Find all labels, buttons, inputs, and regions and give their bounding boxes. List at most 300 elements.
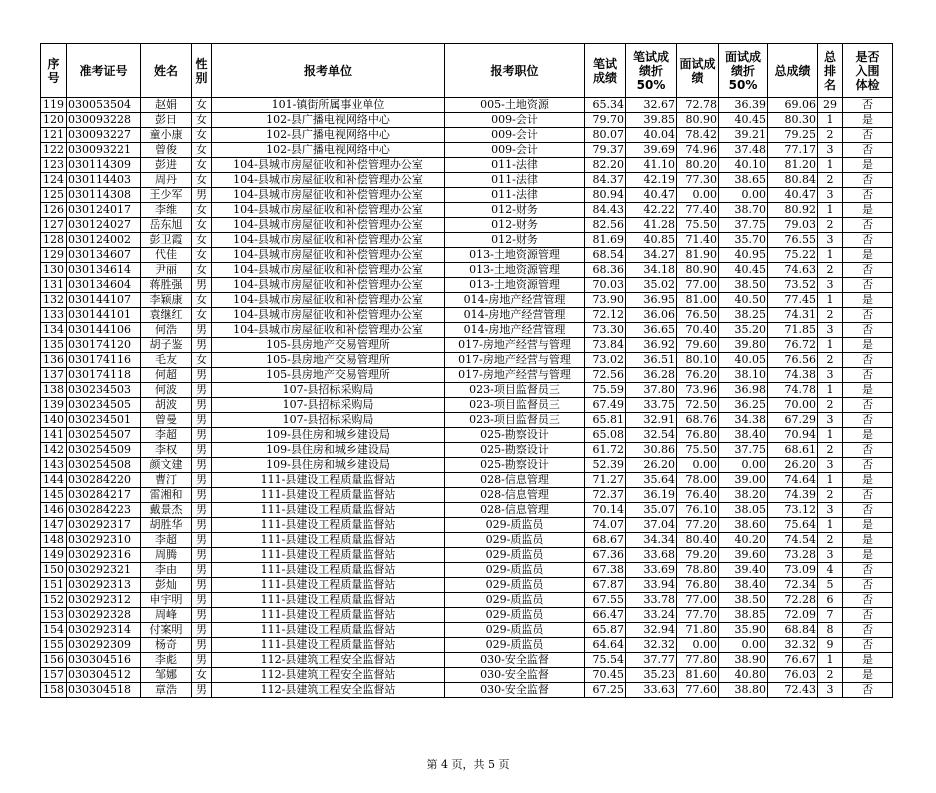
cell-shortlisted: 否 — [843, 278, 893, 293]
cell-rank: 1 — [818, 158, 843, 173]
cell-written-50: 40.47 — [626, 188, 677, 203]
cell-interview-50: 38.50 — [719, 278, 768, 293]
cell-gender: 女 — [192, 668, 212, 683]
cell-total-score: 73.09 — [768, 563, 818, 578]
cell-unit: 109-县住房和城乡建设局 — [212, 458, 445, 473]
cell-rank: 2 — [818, 668, 843, 683]
cell-interview-50: 38.65 — [719, 173, 768, 188]
cell-rank: 1 — [818, 473, 843, 488]
cell-index: 157 — [41, 668, 67, 683]
cell-position: 025-勘察设计 — [445, 458, 585, 473]
cell-position: 023-项目监督员三 — [445, 413, 585, 428]
cell-written-50: 33.75 — [626, 398, 677, 413]
cell-index: 140 — [41, 413, 67, 428]
cell-name: 赵娟 — [141, 98, 192, 113]
table-row — [41, 293, 893, 308]
cell-rank: 3 — [818, 503, 843, 518]
cell-written-score: 81.69 — [585, 233, 626, 248]
header-rank: 总 排 名 — [818, 44, 843, 98]
cell-written-score: 72.37 — [585, 488, 626, 503]
cell-written-50: 35.02 — [626, 278, 677, 293]
cell-unit: 109-县住房和城乡建设局 — [212, 443, 445, 458]
cell-written-50: 32.91 — [626, 413, 677, 428]
cell-written-50: 32.94 — [626, 623, 677, 638]
cell-unit: 104-县城市房屋征收和补偿管理办公室 — [212, 173, 445, 188]
table-row — [41, 398, 893, 413]
cell-gender: 女 — [192, 143, 212, 158]
cell-interview-50: 38.20 — [719, 488, 768, 503]
cell-name: 戴景杰 — [141, 503, 192, 518]
cell-interview-score: 0.00 — [677, 458, 719, 473]
cell-interview-50: 38.10 — [719, 368, 768, 383]
cell-written-50: 36.19 — [626, 488, 677, 503]
cell-written-score: 73.02 — [585, 353, 626, 368]
cell-position: 013-土地资源管理 — [445, 278, 585, 293]
cell-gender: 女 — [192, 158, 212, 173]
cell-name: 岳东旭 — [141, 218, 192, 233]
cell-index: 119 — [41, 98, 67, 113]
cell-shortlisted: 否 — [843, 398, 893, 413]
table-row — [41, 323, 893, 338]
cell-interview-score: 78.42 — [677, 128, 719, 143]
table-row — [41, 623, 893, 638]
cell-total-score: 40.47 — [768, 188, 818, 203]
cell-exam-id: 030144106 — [67, 323, 141, 338]
cell-written-score: 67.36 — [585, 548, 626, 563]
cell-unit: 105-县房地产交易管理所 — [212, 353, 445, 368]
cell-name: 曾曼 — [141, 413, 192, 428]
cell-exam-id: 030292328 — [67, 608, 141, 623]
cell-total-score: 69.06 — [768, 98, 818, 113]
cell-shortlisted: 否 — [843, 263, 893, 278]
cell-position: 017-房地产经营与管理 — [445, 338, 585, 353]
cell-interview-50: 38.40 — [719, 428, 768, 443]
cell-exam-id: 030292312 — [67, 593, 141, 608]
table-row — [41, 368, 893, 383]
cell-gender: 女 — [192, 308, 212, 323]
cell-index: 150 — [41, 563, 67, 578]
table-row — [41, 113, 893, 128]
cell-written-score: 52.39 — [585, 458, 626, 473]
cell-position: 025-勘察设计 — [445, 428, 585, 443]
table-row — [41, 548, 893, 563]
cell-name: 周腾 — [141, 548, 192, 563]
cell-total-score: 80.84 — [768, 173, 818, 188]
table-row — [41, 638, 893, 653]
cell-written-score: 72.56 — [585, 368, 626, 383]
cell-unit: 111-县建设工程质量监督站 — [212, 578, 445, 593]
cell-total-score: 71.85 — [768, 323, 818, 338]
cell-total-score: 72.09 — [768, 608, 818, 623]
cell-interview-50: 40.80 — [719, 668, 768, 683]
table-row — [41, 578, 893, 593]
cell-unit: 107-县招标采购局 — [212, 398, 445, 413]
cell-written-50: 33.24 — [626, 608, 677, 623]
cell-shortlisted: 是 — [843, 668, 893, 683]
cell-index: 131 — [41, 278, 67, 293]
cell-index: 133 — [41, 308, 67, 323]
cell-shortlisted: 是 — [843, 293, 893, 308]
cell-rank: 1 — [818, 248, 843, 263]
cell-total-score: 75.22 — [768, 248, 818, 263]
cell-written-score: 73.84 — [585, 338, 626, 353]
cell-written-50: 33.68 — [626, 548, 677, 563]
cell-position: 013-土地资源管理 — [445, 248, 585, 263]
table-row — [41, 563, 893, 578]
table-row — [41, 128, 893, 143]
cell-gender: 男 — [192, 638, 212, 653]
cell-exam-id: 030134607 — [67, 248, 141, 263]
cell-written-score: 79.70 — [585, 113, 626, 128]
cell-rank: 9 — [818, 638, 843, 653]
cell-unit: 112-县建筑工程安全监督站 — [212, 668, 445, 683]
cell-name: 李维 — [141, 203, 192, 218]
cell-gender: 女 — [192, 248, 212, 263]
cell-interview-score: 79.20 — [677, 548, 719, 563]
cell-position: 030-安全监督 — [445, 668, 585, 683]
cell-shortlisted: 否 — [843, 128, 893, 143]
cell-index: 136 — [41, 353, 67, 368]
cell-position: 012-财务 — [445, 218, 585, 233]
cell-written-score: 67.87 — [585, 578, 626, 593]
cell-written-score: 70.03 — [585, 278, 626, 293]
cell-interview-score: 80.20 — [677, 158, 719, 173]
cell-shortlisted: 否 — [843, 443, 893, 458]
cell-interview-score: 77.40 — [677, 203, 719, 218]
cell-position: 011-法律 — [445, 158, 585, 173]
cell-total-score: 32.32 — [768, 638, 818, 653]
cell-exam-id: 030234505 — [67, 398, 141, 413]
cell-total-score: 70.94 — [768, 428, 818, 443]
cell-written-score: 67.38 — [585, 563, 626, 578]
cell-interview-50: 40.50 — [719, 293, 768, 308]
cell-shortlisted: 是 — [843, 653, 893, 668]
cell-interview-50: 0.00 — [719, 638, 768, 653]
cell-rank: 7 — [818, 608, 843, 623]
cell-interview-50: 0.00 — [719, 188, 768, 203]
cell-written-50: 36.28 — [626, 368, 677, 383]
cell-interview-score: 77.70 — [677, 608, 719, 623]
cell-interview-50: 38.05 — [719, 503, 768, 518]
cell-gender: 男 — [192, 533, 212, 548]
table-row — [41, 653, 893, 668]
cell-index: 149 — [41, 548, 67, 563]
cell-gender: 女 — [192, 128, 212, 143]
cell-gender: 男 — [192, 188, 212, 203]
header-interview-50: 面试成 绩折 50% — [719, 44, 768, 98]
cell-index: 128 — [41, 233, 67, 248]
cell-written-score: 73.30 — [585, 323, 626, 338]
cell-written-score: 84.43 — [585, 203, 626, 218]
cell-unit: 109-县住房和城乡建设局 — [212, 428, 445, 443]
cell-interview-50: 38.70 — [719, 203, 768, 218]
cell-total-score: 77.17 — [768, 143, 818, 158]
cell-position: 028-信息管理 — [445, 473, 585, 488]
cell-interview-50: 40.45 — [719, 263, 768, 278]
cell-gender: 男 — [192, 608, 212, 623]
cell-rank: 6 — [818, 593, 843, 608]
cell-total-score: 74.38 — [768, 368, 818, 383]
table-row — [41, 608, 893, 623]
cell-shortlisted: 否 — [843, 623, 893, 638]
cell-unit: 111-县建设工程质量监督站 — [212, 533, 445, 548]
cell-index: 145 — [41, 488, 67, 503]
cell-exam-id: 030134614 — [67, 263, 141, 278]
cell-rank: 2 — [818, 308, 843, 323]
cell-exam-id: 030124017 — [67, 203, 141, 218]
cell-position: 030-安全监督 — [445, 653, 585, 668]
cell-exam-id: 030114403 — [67, 173, 141, 188]
cell-shortlisted: 否 — [843, 233, 893, 248]
cell-rank: 2 — [818, 128, 843, 143]
cell-gender: 女 — [192, 173, 212, 188]
cell-unit: 111-县建设工程质量监督站 — [212, 623, 445, 638]
cell-gender: 男 — [192, 368, 212, 383]
cell-exam-id: 030284223 — [67, 503, 141, 518]
table-row — [41, 308, 893, 323]
table-row — [41, 683, 893, 698]
cell-interview-score: 68.76 — [677, 413, 719, 428]
cell-index: 143 — [41, 458, 67, 473]
cell-position: 013-土地资源管理 — [445, 263, 585, 278]
cell-rank: 4 — [818, 563, 843, 578]
cell-name: 王少军 — [141, 188, 192, 203]
cell-shortlisted: 是 — [843, 548, 893, 563]
cell-unit: 104-县城市房屋征收和补偿管理办公室 — [212, 293, 445, 308]
cell-interview-50: 0.00 — [719, 458, 768, 473]
cell-interview-score: 76.80 — [677, 428, 719, 443]
cell-shortlisted: 否 — [843, 218, 893, 233]
cell-position: 029-质监员 — [445, 518, 585, 533]
cell-interview-50: 37.75 — [719, 218, 768, 233]
cell-unit: 111-县建设工程质量监督站 — [212, 608, 445, 623]
cell-name: 彭日 — [141, 113, 192, 128]
cell-total-score: 26.20 — [768, 458, 818, 473]
cell-unit: 104-县城市房屋征收和补偿管理办公室 — [212, 233, 445, 248]
cell-exam-id: 030254508 — [67, 458, 141, 473]
cell-unit: 102-县广播电视网络中心 — [212, 128, 445, 143]
cell-position: 014-房地产经营管理 — [445, 293, 585, 308]
cell-position: 014-房地产经营管理 — [445, 323, 585, 338]
cell-position: 017-房地产经营与管理 — [445, 368, 585, 383]
table-row — [41, 203, 893, 218]
cell-rank: 1 — [818, 653, 843, 668]
cell-interview-50: 36.98 — [719, 383, 768, 398]
cell-total-score: 72.34 — [768, 578, 818, 593]
cell-index: 126 — [41, 203, 67, 218]
cell-written-50: 42.19 — [626, 173, 677, 188]
table-row — [41, 278, 893, 293]
cell-interview-50: 38.50 — [719, 593, 768, 608]
cell-unit: 104-县城市房屋征收和补偿管理办公室 — [212, 308, 445, 323]
cell-interview-score: 80.40 — [677, 533, 719, 548]
cell-position: 014-房地产经营管理 — [445, 308, 585, 323]
cell-interview-50: 38.40 — [719, 578, 768, 593]
cell-position: 012-财务 — [445, 203, 585, 218]
cell-shortlisted: 否 — [843, 188, 893, 203]
cell-total-score: 75.64 — [768, 518, 818, 533]
cell-written-score: 80.94 — [585, 188, 626, 203]
cell-index: 124 — [41, 173, 67, 188]
cell-shortlisted: 否 — [843, 608, 893, 623]
cell-total-score: 80.92 — [768, 203, 818, 218]
table-row — [41, 143, 893, 158]
cell-interview-score: 77.00 — [677, 278, 719, 293]
cell-written-score: 74.07 — [585, 518, 626, 533]
cell-total-score: 77.45 — [768, 293, 818, 308]
cell-written-score: 70.14 — [585, 503, 626, 518]
cell-shortlisted: 否 — [843, 173, 893, 188]
cell-rank: 1 — [818, 338, 843, 353]
cell-unit: 102-县广播电视网络中心 — [212, 113, 445, 128]
cell-index: 146 — [41, 503, 67, 518]
cell-unit: 111-县建设工程质量监督站 — [212, 503, 445, 518]
cell-exam-id: 030124027 — [67, 218, 141, 233]
cell-interview-50: 39.40 — [719, 563, 768, 578]
cell-written-50: 36.51 — [626, 353, 677, 368]
cell-written-score: 71.27 — [585, 473, 626, 488]
table-row — [41, 428, 893, 443]
cell-gender: 男 — [192, 503, 212, 518]
cell-written-score: 64.64 — [585, 638, 626, 653]
cell-index: 129 — [41, 248, 67, 263]
cell-total-score: 74.78 — [768, 383, 818, 398]
cell-unit: 104-县城市房屋征收和补偿管理办公室 — [212, 188, 445, 203]
cell-name: 童小康 — [141, 128, 192, 143]
cell-interview-score: 77.60 — [677, 683, 719, 698]
cell-shortlisted: 否 — [843, 593, 893, 608]
cell-total-score: 72.28 — [768, 593, 818, 608]
table-row — [41, 98, 893, 113]
cell-name: 胡子鉴 — [141, 338, 192, 353]
cell-interview-score: 77.30 — [677, 173, 719, 188]
cell-gender: 男 — [192, 383, 212, 398]
cell-written-score: 66.47 — [585, 608, 626, 623]
cell-position: 029-质监员 — [445, 578, 585, 593]
cell-interview-score: 70.40 — [677, 323, 719, 338]
cell-exam-id: 030284220 — [67, 473, 141, 488]
cell-gender: 女 — [192, 293, 212, 308]
cell-interview-score: 72.50 — [677, 398, 719, 413]
header-exam-id: 准考证号 — [67, 44, 141, 98]
cell-gender: 女 — [192, 98, 212, 113]
cell-written-50: 32.54 — [626, 428, 677, 443]
cell-written-50: 37.80 — [626, 383, 677, 398]
cell-written-50: 35.07 — [626, 503, 677, 518]
cell-total-score: 79.03 — [768, 218, 818, 233]
cell-interview-50: 38.60 — [719, 518, 768, 533]
cell-interview-50: 40.10 — [719, 158, 768, 173]
cell-index: 142 — [41, 443, 67, 458]
cell-shortlisted: 否 — [843, 143, 893, 158]
cell-gender: 女 — [192, 203, 212, 218]
cell-position: 009-会计 — [445, 143, 585, 158]
cell-written-50: 35.64 — [626, 473, 677, 488]
cell-written-score: 75.59 — [585, 383, 626, 398]
cell-index: 137 — [41, 368, 67, 383]
table-row — [41, 458, 893, 473]
cell-interview-score: 81.60 — [677, 668, 719, 683]
cell-written-50: 42.22 — [626, 203, 677, 218]
cell-unit: 111-县建设工程质量监督站 — [212, 488, 445, 503]
header-shortlisted: 是否 入围 体检 — [843, 44, 893, 98]
cell-rank: 3 — [818, 143, 843, 158]
cell-shortlisted: 否 — [843, 488, 893, 503]
cell-interview-50: 38.25 — [719, 308, 768, 323]
cell-index: 147 — [41, 518, 67, 533]
cell-gender: 男 — [192, 338, 212, 353]
cell-interview-score: 80.90 — [677, 113, 719, 128]
cell-index: 132 — [41, 293, 67, 308]
cell-rank: 2 — [818, 488, 843, 503]
cell-written-50: 36.06 — [626, 308, 677, 323]
cell-position: 005-土地资源 — [445, 98, 585, 113]
cell-interview-50: 35.70 — [719, 233, 768, 248]
cell-total-score: 79.25 — [768, 128, 818, 143]
cell-interview-score: 81.00 — [677, 293, 719, 308]
header-row — [41, 44, 893, 98]
cell-gender: 男 — [192, 278, 212, 293]
header-total-score: 总成绩 — [768, 44, 818, 98]
cell-name: 周丹 — [141, 173, 192, 188]
cell-total-score: 74.64 — [768, 473, 818, 488]
cell-name: 蒋胜强 — [141, 278, 192, 293]
cell-shortlisted: 是 — [843, 533, 893, 548]
cell-position: 012-财务 — [445, 233, 585, 248]
cell-exam-id: 030174120 — [67, 338, 141, 353]
cell-index: 122 — [41, 143, 67, 158]
cell-unit: 111-县建设工程质量监督站 — [212, 638, 445, 653]
cell-rank: 1 — [818, 203, 843, 218]
cell-gender: 男 — [192, 653, 212, 668]
cell-gender: 男 — [192, 428, 212, 443]
cell-index: 144 — [41, 473, 67, 488]
cell-gender: 男 — [192, 563, 212, 578]
header-interview-score: 面试成 绩 — [677, 44, 719, 98]
cell-index: 134 — [41, 323, 67, 338]
table-row — [41, 668, 893, 683]
cell-written-50: 26.20 — [626, 458, 677, 473]
cell-interview-score: 80.90 — [677, 263, 719, 278]
cell-name: 何超 — [141, 368, 192, 383]
cell-rank: 3 — [818, 323, 843, 338]
cell-index: 130 — [41, 263, 67, 278]
cell-unit: 111-县建设工程质量监督站 — [212, 473, 445, 488]
cell-rank: 2 — [818, 443, 843, 458]
cell-written-50: 36.65 — [626, 323, 677, 338]
cell-exam-id: 030174118 — [67, 368, 141, 383]
cell-written-score: 72.12 — [585, 308, 626, 323]
cell-index: 125 — [41, 188, 67, 203]
cell-interview-score: 0.00 — [677, 638, 719, 653]
cell-interview-score: 72.78 — [677, 98, 719, 113]
cell-gender: 男 — [192, 473, 212, 488]
cell-interview-score: 80.10 — [677, 353, 719, 368]
cell-rank: 3 — [818, 233, 843, 248]
cell-written-50: 39.85 — [626, 113, 677, 128]
cell-written-50: 40.85 — [626, 233, 677, 248]
cell-total-score: 80.30 — [768, 113, 818, 128]
cell-interview-50: 38.85 — [719, 608, 768, 623]
cell-total-score: 73.52 — [768, 278, 818, 293]
cell-exam-id: 030254507 — [67, 428, 141, 443]
cell-rank: 2 — [818, 533, 843, 548]
cell-name: 曹汀 — [141, 473, 192, 488]
header-index: 序 号 — [41, 44, 67, 98]
cell-total-score: 72.43 — [768, 683, 818, 698]
cell-index: 153 — [41, 608, 67, 623]
cell-position: 025-勘察设计 — [445, 443, 585, 458]
